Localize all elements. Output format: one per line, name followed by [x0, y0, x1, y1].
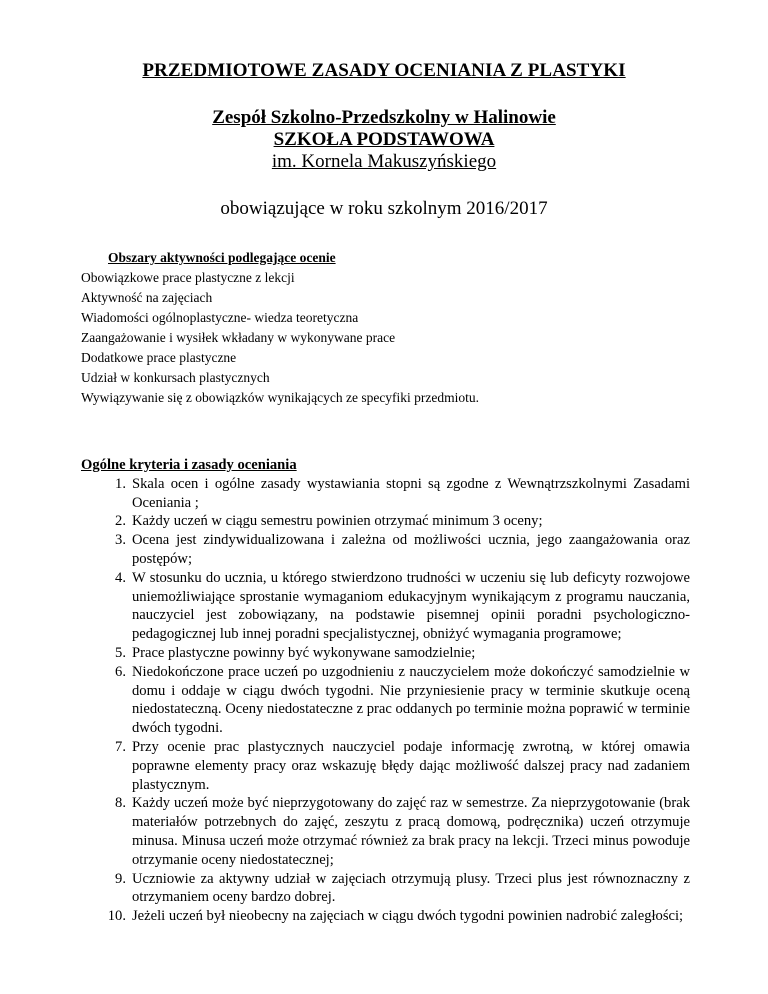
school-name-block [0, 107, 768, 151]
area-item: Wiadomości ogólnoplastyczne- wiedza teoretyczna [81, 310, 359, 325]
assessment-areas-section [81, 248, 701, 408]
rule-item [81, 512, 690, 531]
rules-heading: Ogólne kryteria i zasady oceniania [81, 457, 297, 473]
school-patron: im. Kornela Makuszyńskiego [271, 151, 497, 172]
rule-number: 6. [115, 663, 126, 680]
rule-item [81, 738, 690, 794]
validity-line: obowiązujące w roku szkolnym 2016/2017 [220, 198, 548, 219]
area-item: Zaangażowanie i wysiłek wkładany w wykonywane prace [81, 330, 396, 345]
rule-item [81, 644, 690, 663]
rule-item [81, 907, 690, 926]
rule-text: Każdy uczeń może być nieprzygotowany do zajęć raz w semestrze. Za nieprzygotowanie (brak materiałów potrzebnych do zajęć, zeszytu z pracą domową, podręcznika) uczeń otrzymuje minusa. Minusa uczeń może otrzymać również za brak pracy na lekcji. Trzeci minus powoduje otrzymanie oceny niedostatecznej; [132, 795, 690, 868]
rule-text: Ocena jest zindywidualizowana i zależna od możliwości ucznia, jego zaangażowania oraz postępów; [132, 532, 690, 567]
area-item: Obowiązkowe prace plastyczne z lekcji [81, 270, 295, 285]
rule-number: 3. [115, 532, 126, 549]
rule-text: Niedokończone prace uczeń po uzgodnieniu z nauczycielem może dokończyć samodzielnie w domu i oddaje w ciągu dwóch tygodni. Nie przyniesienie pracy w terminie skutkuje oceną niedostateczną. Oceny niedostateczne z prac oddanych po terminie można poprawić w terminie dwóch tygodni. [132, 663, 690, 737]
areas-heading: Obszary aktywności podlegające ocenie [108, 250, 336, 265]
rule-text: Każdy uczeń w ciągu semestru powinien otrzymać minimum 3 oceny; [132, 513, 543, 530]
rule-item [81, 569, 690, 644]
area-item: Dodatkowe prace plastyczne [81, 350, 237, 365]
rule-number: 7. [115, 738, 126, 755]
rule-text: Prace plastyczne powinny być wykonywane samodzielnie; [132, 644, 476, 661]
rule-number: 2. [115, 513, 126, 530]
document-title: PRZEDMIOTOWE ZASADY OCENIANIA Z PLASTYKI [142, 60, 626, 81]
rule-text: Uczniowie za aktywny udział w zajęciach otrzymują plusy. Trzeci plus jest równoznaczny z otrzymaniem oceny bardzo dobrej. [132, 870, 690, 906]
grading-rules-section [81, 456, 690, 926]
school-name: Zespół Szkolno-Przedszkolny w Halinowie [212, 107, 556, 128]
rule-text: Przy ocenie prac plastycznych nauczyciel podaje informację zwrotną, w której omawia poprawne elementy pracy oraz wskazuję błędy dając możliwość dalszej pracy nad zadaniem plastycznym. [132, 738, 690, 793]
rule-number: 10. [107, 908, 126, 925]
rule-item [81, 663, 690, 738]
rule-number: 8. [115, 795, 126, 812]
rule-item [81, 870, 690, 908]
area-item: Wywiązywanie się z obowiązków wynikających ze specyfiki przedmiotu. [81, 390, 480, 405]
rule-item [81, 531, 690, 569]
rule-item [81, 475, 690, 513]
school-type: SZKOŁA PODSTAWOWA [273, 129, 495, 150]
rules-list [81, 475, 690, 926]
rule-item [81, 794, 690, 869]
rule-number: 5. [115, 644, 126, 661]
rule-number: 1. [115, 475, 126, 492]
area-item: Aktywność na zajęciach [81, 290, 213, 305]
rule-number: 4. [115, 569, 126, 586]
rule-text: Skala ocen i ogólne zasady wystawiania stopni są zgodne z Wewnątrzszkolnymi Zasadami Oceniania ; [132, 475, 690, 511]
rule-text: Jeżeli uczeń był nieobecny na zajęciach w ciągu dwóch tygodni powinien nadrobić zaległości; [132, 908, 684, 925]
rule-number: 9. [115, 870, 126, 887]
rule-text: W stosunku do ucznia, u którego stwierdzono trudności w uczeniu się lub deficyty rozwojowe uniemożliwiające sprostanie wymaganiom edukacyjnym wynikającym z programu nauczania, nauczyciel jest zobowiązany, na podstawie pisemnej opinii poradni psychologiczno-pedagogicznej lub innej poradni specjalistycznej, obniżyć wymagania programowe; [132, 569, 690, 643]
area-item: Udział w konkursach plastycznych [81, 370, 270, 385]
